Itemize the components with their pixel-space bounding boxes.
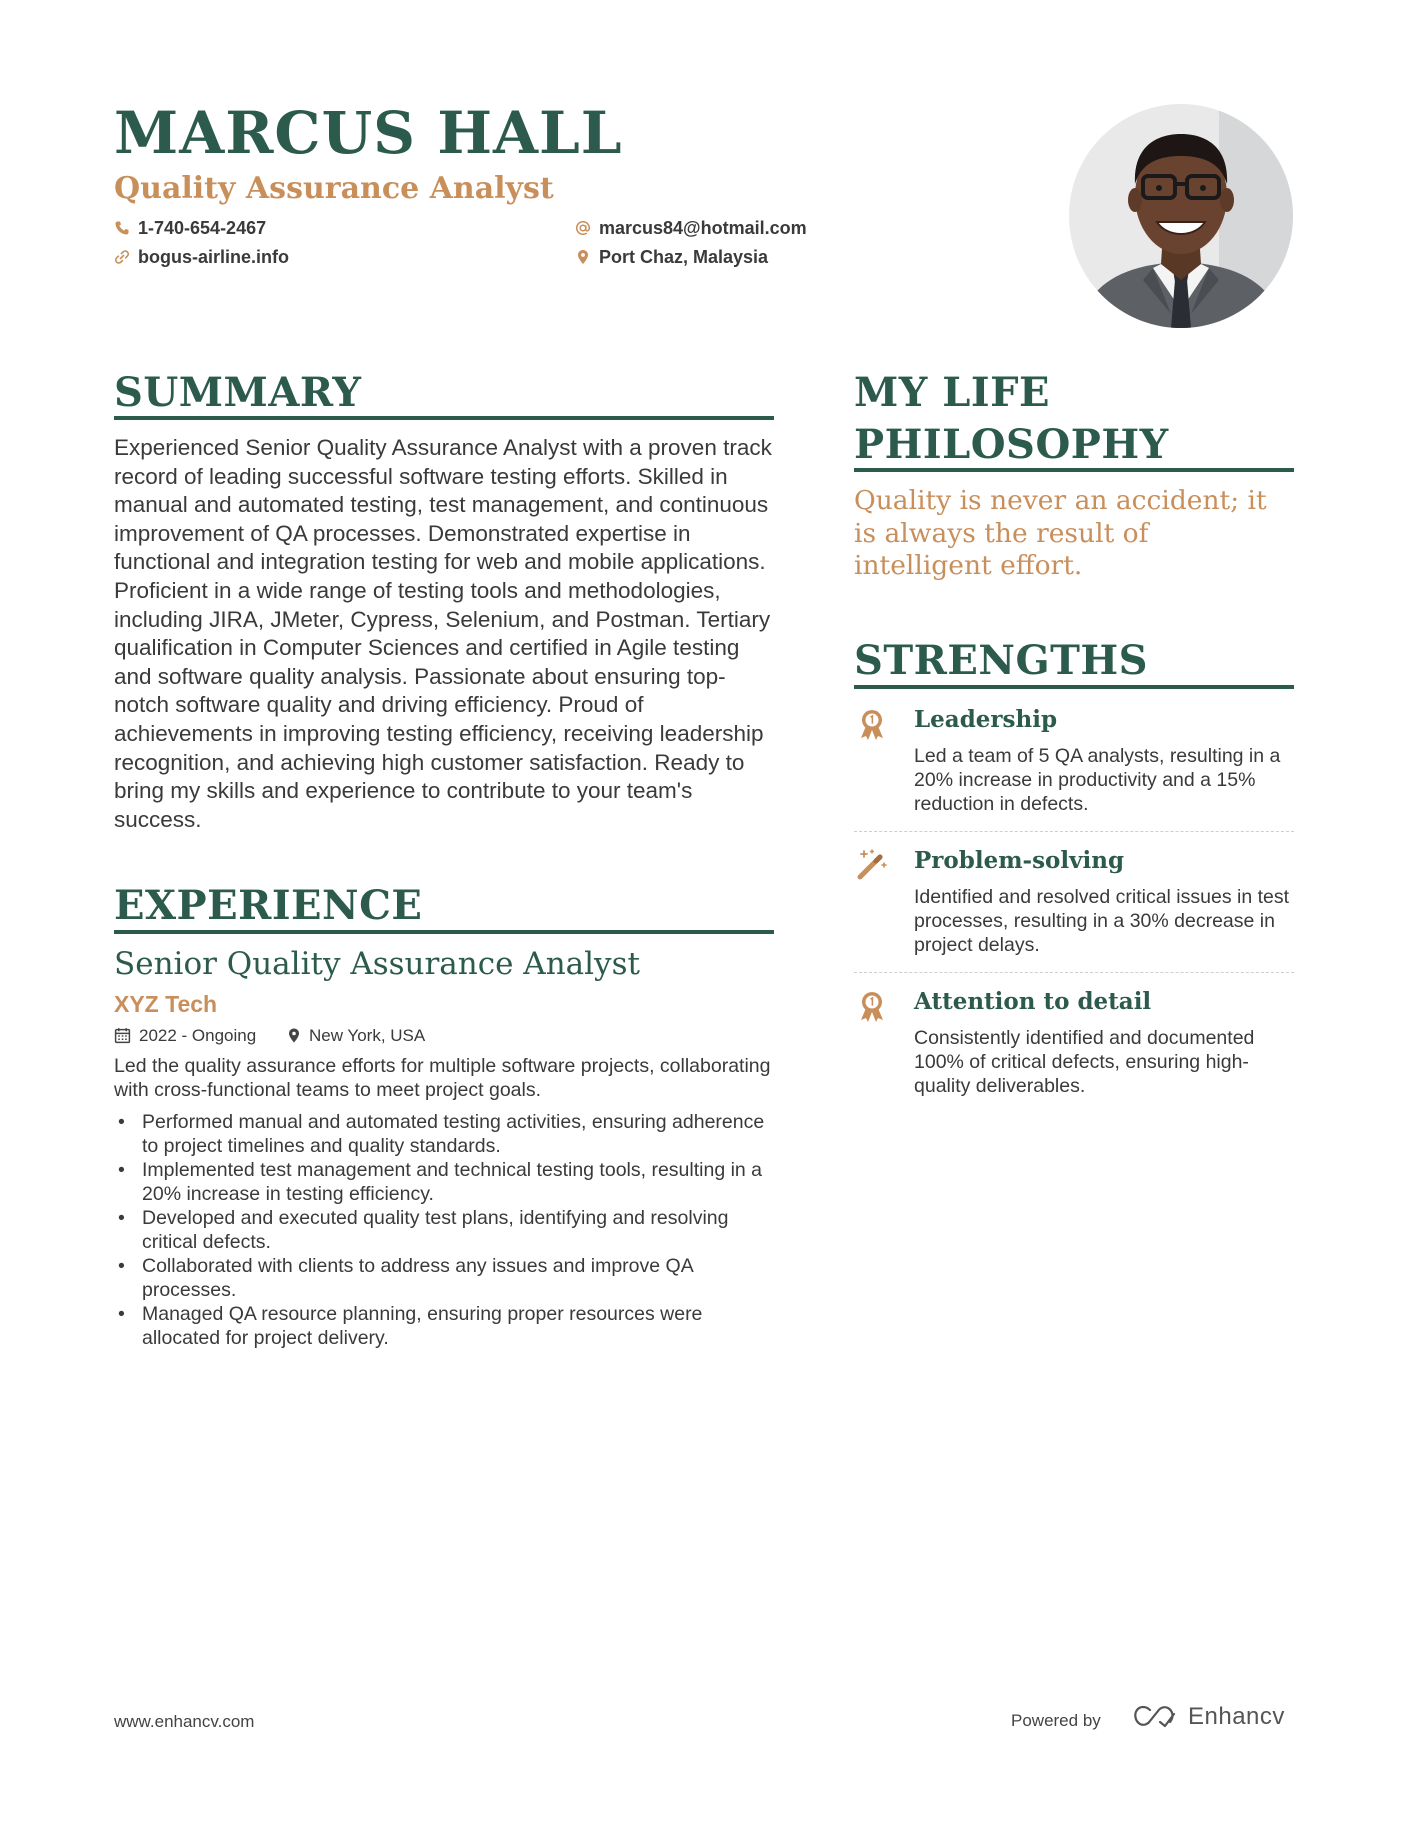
strengths-heading: STRENGTHS: [854, 637, 1149, 684]
award-ribbon-icon: [854, 706, 890, 742]
experience-heading: EXPERIENCE: [114, 882, 423, 929]
candidate-name: MARCUS HALL: [114, 99, 623, 167]
experience-rule: [114, 930, 774, 934]
job-bullet: • Performed manual and automated testing activities, ensuring adherence to project timelines and quality standards.: [114, 1110, 774, 1158]
strength-title: Leadership: [914, 706, 1058, 733]
footer-url[interactable]: www.enhancv.com: [114, 1712, 255, 1731]
job-bullet: • Collaborated with clients to address any issues and improve QA processes.: [114, 1254, 774, 1302]
strength-divider: [854, 831, 1294, 832]
website-text[interactable]: bogus-airline.info: [138, 247, 289, 267]
job-bullet: • Developed and executed quality test plans, identifying and resolving critical defects.: [114, 1206, 774, 1254]
award-ribbon-icon: [854, 988, 890, 1024]
contact-phone: [114, 219, 266, 237]
summary-heading: SUMMARY: [114, 369, 362, 416]
magic-wand-icon: [854, 847, 890, 883]
job-title: Senior Quality Assurance Analyst: [114, 946, 640, 982]
strength-divider: [854, 972, 1294, 973]
strength-description: Identified and resolved critical issues in test processes, resulting in a 30% decrease in project delays.: [914, 886, 1290, 956]
job-description: Led the quality assurance efforts for multiple software projects, collaborating with cross-functional teams to meet project goals.: [114, 1055, 771, 1101]
map-pin-icon: [575, 249, 591, 265]
job-location-text: New York, USA: [309, 1026, 426, 1045]
strengths-rule: [854, 685, 1294, 689]
at-sign-icon: [575, 220, 591, 236]
philosophy-quote: Quality is never an accident; it is always the result of intelligent effort.: [854, 485, 1267, 581]
location-text: Port Chaz, Malaysia: [599, 247, 769, 267]
philosophy-rule: [854, 468, 1294, 472]
job-dates: [114, 1027, 256, 1044]
phone-icon: [114, 220, 130, 236]
job-bullet-list: [114, 1110, 774, 1350]
job-bullet: • Implemented test management and technical testing tools, resulting in a 20% increase in testing efficiency.: [114, 1158, 774, 1206]
philosophy-heading-line1: MY LIFE: [854, 369, 1050, 416]
strength-title: Attention to detail: [914, 988, 1152, 1015]
candidate-title: Quality Assurance Analyst: [114, 171, 554, 206]
contact-location: [575, 248, 768, 266]
strength-description: Consistently identified and documented 100% of critical defects, ensuring high-quality deliverables.: [914, 1027, 1255, 1097]
calendar-icon: [114, 1027, 131, 1044]
powered-by-label: Powered by: [1011, 1711, 1101, 1730]
brand-name: Enhancv: [1188, 1703, 1285, 1730]
summary-text: Experienced Senior Quality Assurance Analyst with a proven track record of leading successful software testing efforts. Skilled in manual and automated testing, test management, and continuous improvement of QA processes. Demonstrated expertise in functional and integration testing for web and mobile applications. Proficient in a wide range of testing tools and methodologies, including JIRA, JMeter, Cypress, Selenium, and Postman. Tertiary qualification in Computer Sciences and certified in Agile testing and software quality analysis. Passionate about ensuring top-notch software quality and driving efficiency. Proud of achievements in improving testing efficiency, receiving leadership recognition, and achieving high customer satisfaction. Ready to bring my skills and experience to contribute to your team's success.: [114, 435, 772, 832]
portrait-illustration: [1069, 104, 1293, 328]
job-bullet: • Managed QA resource planning, ensuring proper resources were allocated for project delivery.: [114, 1302, 774, 1350]
summary-rule: [114, 416, 774, 420]
brand-logo[interactable]: [1132, 1704, 1285, 1730]
philosophy-heading-line2: PHILOSOPHY: [854, 421, 1169, 468]
email-text[interactable]: marcus84@hotmail.com: [599, 218, 807, 238]
job-company: XYZ Tech: [114, 991, 218, 1017]
link-icon: [114, 249, 130, 265]
job-location: [287, 1027, 425, 1044]
job-dates-text: 2022 - Ongoing: [139, 1026, 257, 1045]
phone-text: 1-740-654-2467: [138, 218, 267, 238]
contact-website[interactable]: [114, 248, 289, 266]
contact-email[interactable]: [575, 219, 807, 237]
profile-photo: [1069, 104, 1293, 328]
strength-description: Led a team of 5 QA analysts, resulting in a 20% increase in productivity and a 15% reduction in defects.: [914, 745, 1281, 815]
strength-title: Problem-solving: [914, 847, 1125, 874]
map-pin-icon: [287, 1027, 301, 1044]
enhancv-logo-icon: [1132, 1704, 1178, 1730]
